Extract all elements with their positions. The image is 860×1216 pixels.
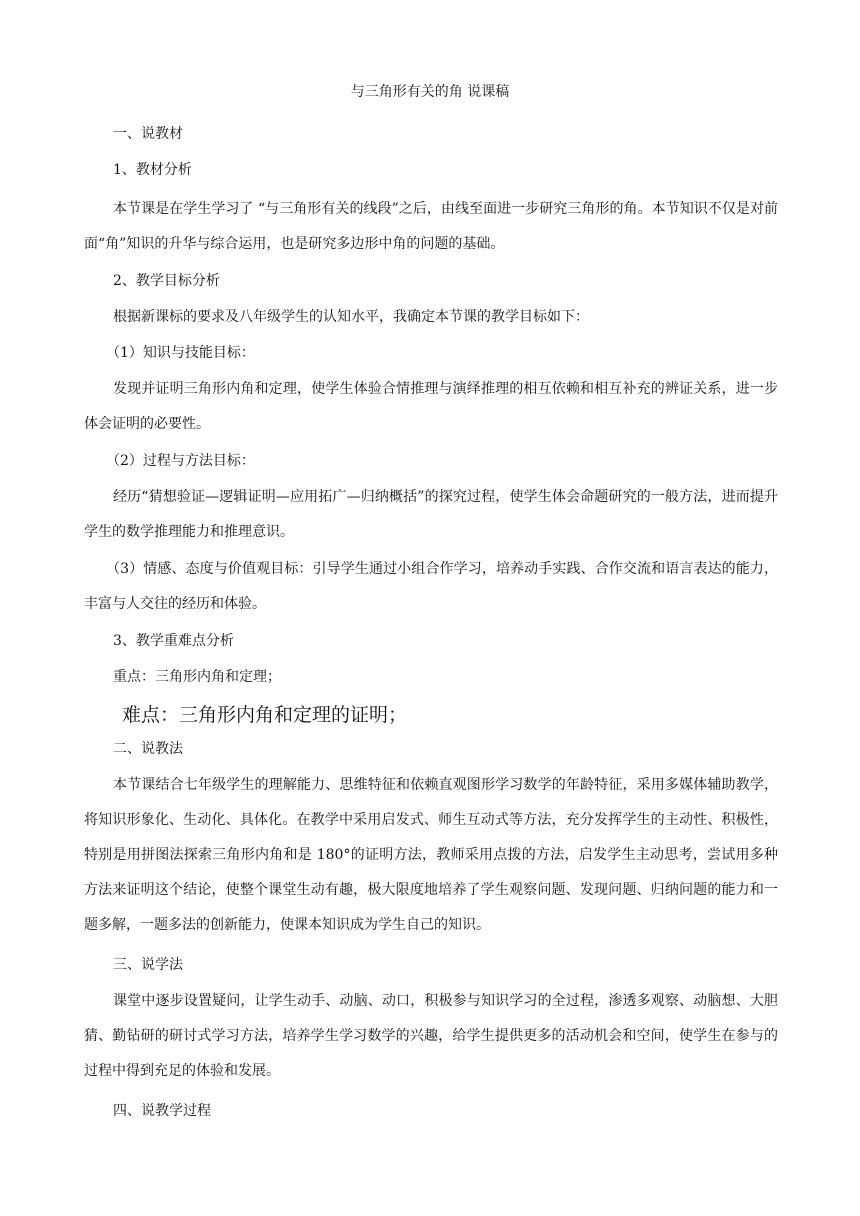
paragraph-goal-intro: 根据新课标的要求及八年级学生的认知水平，我确定本节课的教学目标如下： — [113, 309, 589, 325]
paragraph-teaching-method: 本节课结合七年级学生的理解能力、思维特征和依赖直观图形学习数学的年龄特征，采用多媒体辅助教学，将知识形象化、生动化、具体化。在教学中采用启发式、师生互动式等方法，充分发挥学生的主动性、积极性，特别是用拼图法探索三角形内角和是 180°的证明方法，教师采用点拨的方法，启发学生主动思考，尝试用多种方法来证明这个结论，使整个课堂生动有趣，极大限度地培养了学生观察问题、发现问题、归纳问题的能力和一题多解，一题多法的创新能力，使课本知识成为学生自己的知识。 — [84, 777, 778, 933]
paragraph-learning-method: 课堂中逐步设置疑问，让学生动手、动脑、动口，积极参与知识学习的全过程，渗透多观察、动脑想、大胆猜、勤钻研的研讨式学习方法，培养学生学习数学的兴趣，给学生提供更多的活动机会和空间，使学生在参与的过程中得到充足的体验和发展。 — [84, 993, 778, 1079]
subheading-key-points: 3、教学重难点分析 — [113, 633, 234, 649]
section-heading-textbook: 一、说教材 — [113, 126, 183, 142]
goal-process-text: 经历“猜想验证—逻辑证明—应用拓广—归纳概括”的探究过程，使学生体会命题研究的一般方法，进而提升学生的数学推理能力和推理意识。 — [84, 489, 778, 540]
subheading-textbook-analysis: 1、教材分析 — [113, 162, 192, 178]
subheading-goal-analysis: 2、教学目标分析 — [113, 273, 220, 289]
difficult-point: 难点：三角形内角和定理的证明； — [122, 704, 408, 726]
goal-knowledge-text: 发现并证明三角形内角和定理，使学生体验合情推理与演绎推理的相互依赖和相互补充的辨证关系，进一步体会证明的必要性。 — [84, 381, 778, 432]
document-title: 与三角形有关的角 说课稿 — [350, 84, 510, 100]
key-point: 重点：三角形内角和定理； — [113, 669, 281, 685]
goal-emotion-text: （3）情感、态度与价值观目标：引导学生通过小组合作学习，培养动手实践、合作交流和语言表达的能力，丰富与人交往的经历和体验。 — [84, 561, 778, 612]
goal-knowledge-heading: （1）知识与技能目标： — [106, 345, 255, 361]
goal-process-heading: （2）过程与方法目标： — [106, 453, 255, 469]
paragraph-textbook-analysis: 本节课是在学生学习了 “与三角形有关的线段”之后，由线至面进一步研究三角形的角。本节知识不仅是对前面“角”知识的升华与综合运用，也是研究多边形中角的问题的基础。 — [84, 201, 778, 252]
section-heading-teaching-process: 四、说教学过程 — [113, 1103, 211, 1119]
section-heading-learning-method: 三、说学法 — [113, 957, 183, 973]
section-heading-teaching-method: 二、说教法 — [113, 741, 183, 757]
